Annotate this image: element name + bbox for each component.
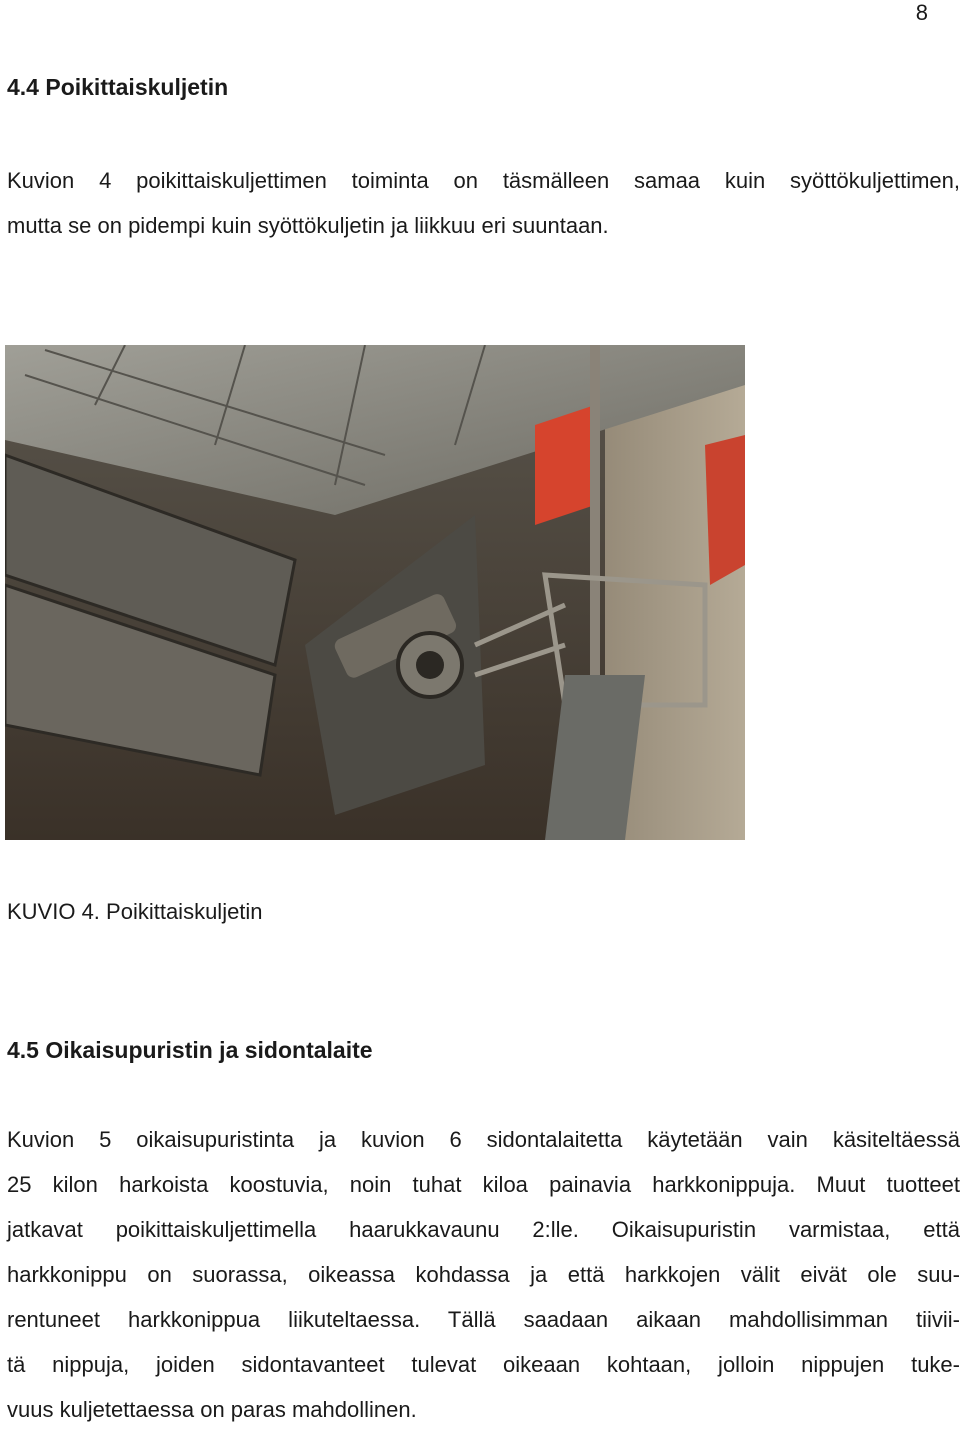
- paragraph-line: mutta se on pidempi kuin syöttökuljetin ja liikkuu eri suuntaan.: [7, 213, 609, 238]
- section-4-4-paragraph: [7, 158, 960, 248]
- paragraph-line: rentuneet harkkonippua liikuteltaessa. Tällä saadaan aikaan mahdollisimman tiivii-: [7, 1307, 960, 1332]
- page-number: 8: [915, 0, 928, 25]
- section-heading-4-4: 4.4 Poikittaiskuljetin: [7, 74, 229, 100]
- paragraph-line: 25 kilon harkoista koostuvia, noin tuhat kiloa painavia harkkonippuja. Muut tuotteet: [7, 1172, 960, 1197]
- figure-caption: KUVIO 4. Poikittaiskuljetin: [7, 899, 263, 924]
- paragraph-line: harkkonippu on suorassa, oikeassa kohdassa ja että harkkojen välit eivät ole suu-: [7, 1262, 960, 1287]
- paragraph-line: tä nippuja, joiden sidontavanteet tulevat oikeaan kohtaan, jolloin nippujen tuke-: [7, 1352, 960, 1377]
- conveyor-illustration: [5, 345, 745, 840]
- section-heading-4-5: 4.5 Oikaisupuristin ja sidontalaite: [7, 1037, 373, 1063]
- paragraph-line: vuus kuljetettaessa on paras mahdollinen.: [7, 1397, 417, 1422]
- paragraph-line: jatkavat poikittaiskuljettimella haarukkavaunu 2:lle. Oikaisupuristin varmistaa, että: [7, 1217, 960, 1242]
- paragraph-line: Kuvion 4 poikittaiskuljettimen toiminta on täsmälleen samaa kuin syöttökuljettimen,: [7, 168, 960, 193]
- conveyor-photo: [5, 345, 745, 840]
- paragraph-line: Kuvion 5 oikaisupuristinta ja kuvion 6 sidontalaitetta käytetään vain käsiteltäessä: [7, 1127, 960, 1152]
- section-4-5-paragraph: [7, 1117, 960, 1432]
